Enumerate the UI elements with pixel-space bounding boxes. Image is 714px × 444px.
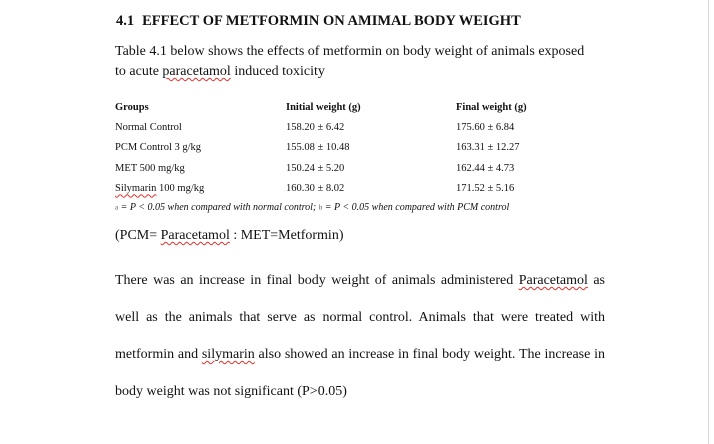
spellcheck-flag-paracetamol-para[interactable]: Paracetamol [518, 273, 588, 288]
results-paragraph[interactable] [115, 262, 605, 410]
abbreviation-note[interactable] [115, 228, 343, 244]
spellcheck-flag-silymarin[interactable]: Silymarin [115, 183, 157, 195]
header-initial-weight: Initial weight (g) [286, 101, 361, 113]
para-part-1: There was an increase in final body weight of animals administered [115, 273, 519, 288]
table-header-row [115, 97, 596, 117]
section-number: 4.1 [116, 13, 135, 29]
section-title: EFFECT OF METFORMIN ON AMIMAL BODY WEIGHT [142, 13, 521, 29]
table-footnote [115, 202, 509, 213]
footnote-text-b: = P < 0.05 when compared with PCM control [322, 202, 510, 213]
section-heading [116, 13, 521, 30]
cell-final: 175.60 ± 6.84 [456, 121, 515, 133]
cell-group: PCM Control 3 g/kg [115, 142, 202, 154]
abbrev-end: : MET=Metformin) [229, 228, 344, 243]
table-row [115, 158, 596, 179]
cell-initial: 150.24 ± 5.20 [286, 162, 345, 174]
spellcheck-flag-paracetamol-abbrev[interactable]: Paracetamol [160, 228, 230, 243]
header-groups: Groups [115, 101, 149, 113]
intro-line-1: Table 4.1 below shows the effects of metformin on body weight of animals exposed [115, 44, 585, 59]
footnote-mark-a: a [115, 203, 119, 212]
intro-paragraph[interactable] [115, 42, 615, 82]
spellcheck-flag-paracetamol[interactable]: paracetamol [162, 64, 231, 79]
spellcheck-flag-silymarin-para[interactable]: silymarin [201, 347, 255, 362]
cell-initial: 160.30 ± 8.02 [286, 183, 345, 195]
cell-final: 162.44 ± 4.73 [456, 162, 515, 174]
abbrev-start: (PCM= [115, 228, 161, 243]
cell-initial: 155.08 ± 10.48 [286, 142, 350, 154]
cell-group-dose: 100 mg/kg [156, 183, 205, 195]
body-weight-table [115, 97, 596, 199]
cell-group [115, 179, 286, 200]
cell-group: Normal Control [115, 121, 182, 133]
para-part-3: also showed an increase in final body weight. The increase in body weight was not significant (P>0.05) [115, 347, 605, 399]
para-part-2: as well as the animals that serve as normal control. Animals that were treated with metformin and [115, 273, 605, 362]
table-row [115, 138, 596, 159]
cell-group: MET 500 mg/kg [115, 162, 185, 174]
table-row [115, 179, 596, 200]
cell-initial: 158.20 ± 6.42 [286, 121, 345, 133]
header-final-weight: Final weight (g) [456, 101, 527, 113]
footnote-mark-b: b [318, 203, 323, 212]
intro-line-2-start: to acute [115, 64, 163, 79]
intro-line-2-end: induced toxicity [230, 64, 325, 79]
footnote-text-a: = P < 0.05 when compared with normal control; [118, 202, 319, 213]
cell-final: 171.52 ± 5.16 [456, 183, 515, 195]
table-row [115, 117, 596, 138]
cell-final: 163.31 ± 12.27 [456, 142, 520, 154]
